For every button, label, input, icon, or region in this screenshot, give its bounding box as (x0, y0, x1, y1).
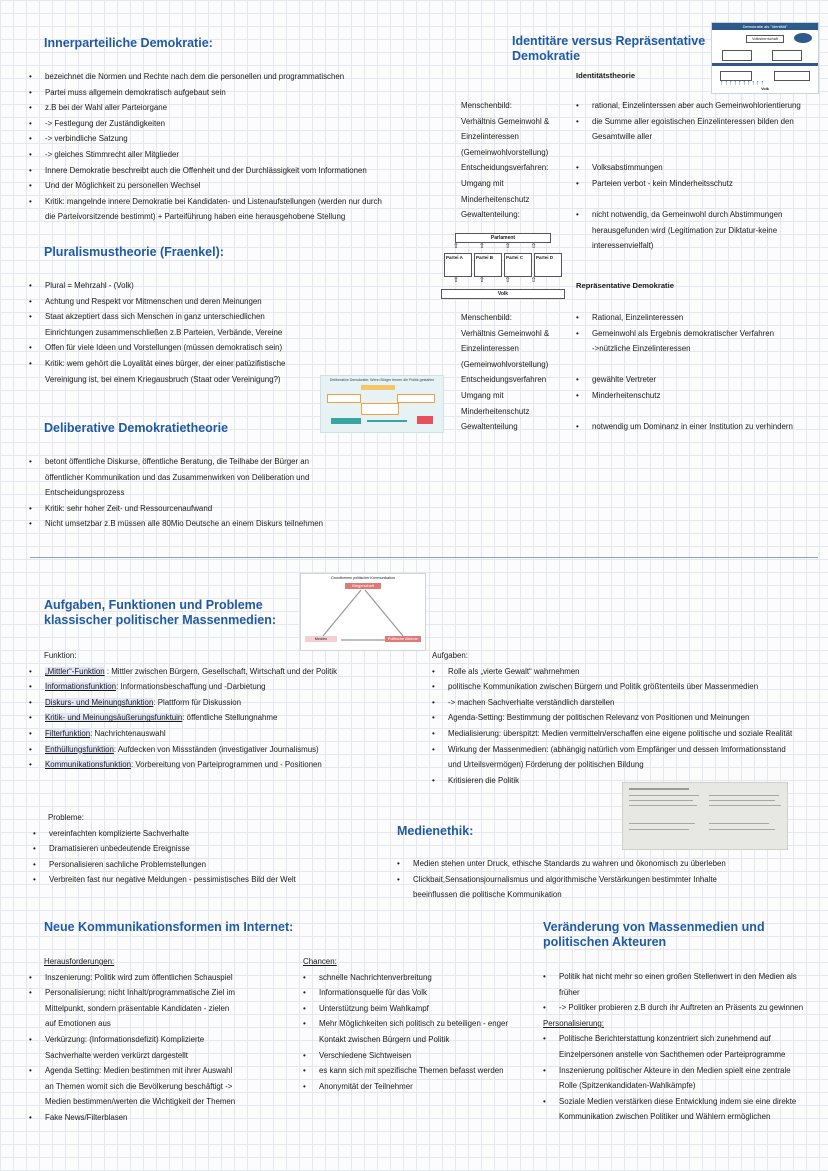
list-item: • Wirkung der Massenmedien: (abhängig natürlich vom Empfänger und dessen Imformationsstand (432, 742, 828, 758)
notes-line (709, 805, 781, 806)
list-item: • Und der Möglichkeit zu personellen Wechsel (29, 178, 444, 194)
row-label: Einzelinteressen (461, 344, 519, 354)
massenmedien-title (44, 598, 304, 628)
list-item-continuation: Gesamtwille aller (592, 132, 653, 142)
term: „Mittler“-Funktion (45, 666, 105, 676)
row-label: Entscheidungsverfahren: (461, 163, 549, 173)
list-item-continuation: Kommunikation zwischen Politiker und Wählern ermöglichen (559, 1112, 771, 1122)
row-label: Menschenbild: (461, 313, 512, 322)
list-item: • Unterstützung beim Wahlkampf (303, 1001, 543, 1017)
figure-box: Volksherrschaft (746, 35, 784, 43)
notes-line (709, 800, 775, 801)
term-text: : Nachrichtenauswahl (90, 728, 166, 738)
list-item: • Kritik: wem gehört die Loyalität eines bürger, der einer patüzifistische (29, 356, 444, 372)
list-item (29, 695, 434, 711)
row-label: Verhältnis Gemeinwohl & (461, 116, 550, 126)
values-list (576, 98, 821, 145)
title-line: Aufgaben, Funktionen und Probleme (44, 598, 263, 612)
notes-line (709, 795, 779, 796)
list-item: • politische Kommunikation zwischen Bürgern und Politik größtenteils über Massenmedien (432, 679, 828, 695)
list-item: • -> verbindliche Satzung (29, 131, 444, 147)
list-item-continuation: Entscheidungsprozess (45, 488, 125, 498)
funktionen-list (29, 664, 434, 773)
list-item: • Soziale Medien verstärken diese Entwicklung indem sie eine direkte (543, 1094, 828, 1110)
list-item: • Partei muss allgemein demokratisch aufgebaut sein (29, 85, 444, 101)
row-label: Gewaltenteilung (461, 422, 518, 432)
notes-line (709, 823, 769, 824)
herausforderungen-label: Herausforderungen: (44, 957, 115, 966)
figure-title: Grundformen politischer Kommunikation (330, 576, 396, 580)
section-innerpartei (44, 36, 444, 225)
pluralismus-list (29, 278, 444, 387)
list-item: • die Summe aller egoistischen Einzelinteressen bilden den (576, 114, 821, 130)
list-item: • Parteien verbot - kein Minderheitsschutz (576, 176, 821, 192)
section-internet (44, 920, 344, 935)
medienethik-list (397, 856, 817, 903)
list-item (29, 757, 434, 773)
values-list (576, 310, 821, 357)
list-item: • vereinfachten komplizierte Sachverhalte (33, 826, 408, 842)
list-item: • Achtung und Respekt vor Mitmenschen und deren Meinungen (29, 294, 444, 310)
row-label: (Gemeinwohlvorstellung) (461, 147, 549, 157)
list-item: • Verbreiten fast nur negative Meldungen - pessimistisches Bild der Welt (33, 872, 408, 888)
list-item: • Gemeinwohl als Ergebnis demokratischer Verfahren (576, 326, 821, 342)
row-label: Einzelinteressen (461, 132, 519, 142)
list-item: • Informationsquelle für das Volk (303, 985, 543, 1001)
identitaet-figure (711, 22, 819, 94)
term: Diskurs- und Meinungsfunktion (45, 697, 154, 707)
list-item (29, 710, 434, 726)
list-item: • z.B bei der Wahl aller Parteiorgane (29, 100, 444, 116)
repraesentativ-subtitle: Repräsentative Demokratie (576, 281, 674, 290)
row-label: (Gemeinwohlvorstellung) (461, 359, 549, 369)
list-item: • Politische Berichterstattung konzentriert sich zunehmend auf (543, 1031, 828, 1047)
partei-box: Partei A (444, 253, 472, 277)
deliberativ-title: Deliberative Demokratietheorie (44, 421, 229, 435)
section-medienethik (397, 824, 597, 839)
list-item: • Verkürzung: (Informationsdefizit) Komplizierte (29, 1032, 304, 1048)
funktion-label: Funktion: (44, 651, 77, 660)
notes-line (629, 788, 689, 790)
section-pluralismus (44, 245, 444, 387)
title-line: Veränderung von Massenmedien und (543, 920, 765, 934)
values-list (576, 419, 821, 435)
list-item-continuation: an Themen womit sich die Bevölkerung beschäftigt -> (45, 1081, 233, 1091)
term-text: : Mittler zwischen Bürgern, Gesellschaft, Wirtschaft und der Politik (104, 666, 338, 676)
list-item: • Agenda-Setting: Bestimmung der politischen Relevanz von Positionen und Meinungen (432, 710, 828, 726)
list-item-text: die Parteivorsitzende bestimmt) + Parteiführung haben eine herausgehobene Stellung (45, 212, 346, 222)
list-item-continuation: und Urteilsvermögen) Förderung der politischen Bildung (448, 760, 644, 770)
list-item-continuation: Rolle (Spitzenkandidaten-Wahlkämpfe) (559, 1081, 696, 1091)
list-item-continuation: Einzelpersonen anstelle von Sachthemen oder Parteiprogramme (559, 1049, 786, 1059)
row-label: Menschenbild: (461, 101, 512, 110)
term: Filterfunktion (45, 728, 91, 738)
partei-box: Partei C (504, 253, 532, 277)
identitaet-values-a (576, 98, 821, 254)
list-item-continuation: interessenvielfalt) (592, 241, 654, 251)
list-item-continuation: früher (559, 987, 580, 997)
list-item: • Plural = Mehrzahl - (Volk) (29, 278, 444, 294)
title-line: Identitäre versus Repräsentative (512, 34, 706, 48)
list-item (29, 664, 434, 680)
list-item: • betont öffentliche Diskurse, öffentliche Beratung, die Teilhabe der Bürger an (29, 454, 424, 470)
row-label: Verhältnis Gemeinwohl & (461, 328, 550, 338)
list-item: • Kritisieren die Politik (432, 773, 828, 789)
pluralismus-title: Pluralismustheorie (Fraenkel): (44, 245, 224, 259)
list-item: • nicht notwendig, da Gemeinwohl durch Abstimmungen (576, 207, 821, 223)
veraenderung-list (543, 1031, 828, 1125)
list-item: • rational, Einzelinterssen aber auch Gemeinwohlorientierung (576, 98, 821, 114)
list-item-continuation (29, 209, 444, 225)
list-item: • Kritik: mangelnde innere Demokratie bei Kandidaten- und Listenaufstellungen (werden nur durch (29, 194, 444, 210)
list-item: • Mehr Möglichkeiten sich politisch zu beteiligen - enger (303, 1016, 543, 1032)
row-label: Minderheitenschutz (461, 194, 530, 204)
medienethik-block (397, 856, 817, 903)
list-item: • Inszenierung politischer Akteure in den Medien spielt eine zentrale (543, 1063, 828, 1079)
title-line: Demokratie (512, 49, 581, 63)
notes-photo (622, 782, 788, 850)
identitaet-title (512, 34, 712, 64)
term-text: : Vorbereitung von Parteiprogrammen und - Positionen (130, 760, 322, 770)
term-text: : Informationsbeschaffung und -Darbietung (116, 682, 266, 692)
list-item: • Verschiedene Sichtweisen (303, 1048, 543, 1064)
innerpartei-list (29, 69, 444, 225)
personalisierung-label: Personalisierung: (543, 1018, 604, 1028)
list-item: • -> Politiker probieren z.B durch ihr Auftreten an Präsents zu gewinnen (543, 1000, 828, 1016)
list-item (29, 679, 434, 695)
figure-box (772, 50, 802, 61)
list-item: • Kritik: sehr hoher Zeit- und Ressourcenaufwand (29, 501, 424, 517)
title-line: klassischer politischer Massenmedien: (44, 613, 277, 627)
notes-line (629, 829, 689, 830)
values-list (576, 207, 821, 254)
list-item: • -> machen Sachverhalte verständlich darstellen (432, 695, 828, 711)
arrow-up-icon: ⇧⇧⇧⇧ (453, 277, 557, 284)
partei-box: Partei D (534, 253, 562, 277)
list-item: • Staat akzeptiert dass sich Menschen in ganz unterschiedlichen (29, 309, 444, 325)
figure-box (327, 394, 361, 403)
probleme-label: Probleme: (48, 813, 84, 822)
list-item: • es kann sich mit spezifische Themen befasst werden (303, 1063, 543, 1079)
herausforderungen-list (29, 970, 304, 1126)
section-deliberativ (44, 421, 424, 532)
chancen-list (303, 970, 543, 1095)
section-divider (30, 557, 818, 558)
list-item: • gewählte Vertreter (576, 372, 821, 388)
term-text: : öffentliche Stellungnahme (182, 713, 278, 723)
aufgaben-label: Aufgaben: (432, 651, 468, 660)
aufgaben-list (432, 664, 828, 789)
list-item: • Nicht umsetzbar z.B müssen alle 80Mio Deutsche an einem Diskurs teilnehmen (29, 516, 424, 532)
row-label: Umgang mit (461, 178, 504, 188)
figure-line (323, 590, 361, 636)
list-item: • Personalisieren sachliche Problemstellungen (33, 857, 408, 873)
list-item: • Rolle als „vierte Gewalt“ wahrnehmen (432, 664, 828, 680)
figure-box (361, 403, 399, 415)
figure-box (722, 50, 752, 61)
row-label: Umgang mit (461, 390, 504, 400)
internet-title: Neue Kommunikationsformen im Internet: (44, 920, 294, 934)
list-item: • notwendig um Dominanz in einer Institution zu verhindern (576, 419, 821, 435)
list-item-continuation: herausgefunden wird (Legitimation zur Diktatur-keine (592, 225, 778, 235)
deliberative-figure-title: Deliberative Demokratie: Wenn Bürger lernen die Politik gestalten (329, 378, 435, 382)
list-item: • Medien stehen unter Druck, ethische Standards zu wahren und ökonomisch zu überleben (397, 856, 817, 872)
veraenderung-title (543, 920, 803, 950)
term-text: : Aufdecken von Missständen (investigativer Journalismus) (113, 744, 319, 754)
list-item: • Dramatisieren unbedeutende Ereignisse (33, 841, 408, 857)
list-item-continuation: Medien bestimmen/werten die Wichtigkeit der Themen (45, 1097, 236, 1107)
parlament-box: Parlament (455, 233, 551, 243)
row-label: Gewaltenteilung: (461, 210, 520, 220)
identitaet-values-b (576, 310, 821, 435)
identitaet-subtitle: Identitätstheorie (576, 71, 636, 80)
massenmedien-figure (300, 573, 426, 651)
veraenderung-block (543, 969, 828, 1125)
list-item-continuation: ->nützliche Einzelinteressen (592, 344, 691, 354)
innerpartei-title: Innerparteiliche Demokratie: (44, 36, 213, 50)
section-massenmedien (44, 598, 304, 628)
list-item-continuation: Einrichtungen zusammenschließen z.B Parteien, Verbände, Vereine (45, 327, 283, 337)
term: Kommunikationsfunktion (45, 760, 131, 770)
notes-line (629, 805, 697, 806)
list-item: • Personalisierung: nicht Inhalt/programmatische Ziel im (29, 985, 304, 1001)
list-item: • Clickbait,Sensationsjournalismus und algorithmische Verstärkungen bestimmter Inhalte (397, 872, 817, 888)
people-icon: ↑↑↑↑↑↑↑↑↑↑ (720, 80, 765, 87)
figure-line (365, 590, 403, 636)
list-item: • Politik hat nicht mehr so einen großen Stellenwert in den Medien als (543, 969, 828, 985)
identitaet-labels-b (461, 310, 571, 435)
herausforderungen-block (44, 954, 304, 1126)
list-item: • Innere Demokratie beschreibt auch die Offenheit und der Durchlässigkeit vom Informationen (29, 163, 444, 179)
list-item: • Volksabstimmungen (576, 160, 821, 176)
list-item-continuation: Mittelpunkt, sondern präsentable Kandidaten - zielen (45, 1003, 230, 1013)
figure-title: Demokratie als "Identität" (712, 23, 818, 30)
probleme-block (48, 810, 408, 888)
arrow-up-icon: ⇧⇧⇧⇧ (453, 243, 557, 250)
row-label: Minderheitenschutz (461, 406, 530, 416)
section-veraenderung (543, 920, 803, 950)
figure-box: Politische Akteure (385, 636, 421, 642)
probleme-list (33, 826, 408, 888)
list-item-continuation: Sachverhalte werden verkürzt dargestellt (45, 1050, 188, 1060)
term: Enthüllungsfunktion (45, 744, 114, 754)
list-item (29, 742, 434, 758)
figure-bar (712, 63, 818, 66)
list-item: • Rational, Einzelinteressen (576, 310, 821, 326)
aufgaben-block (432, 648, 828, 788)
figure-box (361, 385, 395, 390)
list-item: • Offen für viele Ideen und Vorstellungen (müssen demokratisch sein) (29, 340, 444, 356)
list-item: • -> Festlegung der Zuständigkeiten (29, 116, 444, 132)
list-item: • Minderheitenschutz (576, 388, 821, 404)
values-list (576, 372, 821, 403)
section-identitaet-header (512, 34, 712, 64)
veraenderung-list (543, 969, 828, 1016)
figure-box (397, 394, 435, 403)
figure-box: Bürgerschaft (345, 583, 381, 589)
figure-box (774, 71, 810, 81)
notes-line (629, 800, 693, 801)
list-item: • bezeichnet die Normen und Rechte nach dem die personellen und programmatischen (29, 69, 444, 85)
list-item: • -> gleiches Stimmrecht aller Mitglieder (29, 147, 444, 163)
term: Informationsfunktion (45, 682, 117, 692)
notes-line (709, 829, 775, 830)
list-item: • Fake News/Filterblasen (29, 1110, 304, 1126)
chancen-block (303, 954, 543, 1094)
term: Kritik- und Meinungsäußerungsfunktuin (45, 713, 183, 723)
title-line: politischen Akteuren (543, 935, 667, 949)
parlament-diagram (441, 233, 565, 300)
figure-label: Volk (761, 87, 769, 91)
chancen-label: Chancen: (303, 957, 337, 966)
notes-line (629, 823, 695, 824)
term-text: : Plattform für Diskussion (153, 697, 242, 707)
list-item: • Medialisierung: überspitzt: Medien vermitteln/erschaffen eine eigene politische und soziale Realität (432, 726, 828, 742)
volk-box: Volk (441, 289, 565, 299)
list-item-continuation: öffentlicher Kommunikation und das Zusammenwirken von Deliberation und (45, 472, 310, 482)
values-list (576, 160, 821, 191)
funktionen-block (44, 648, 434, 773)
list-item: • Inszenierung: Politik wird zum öffentlichen Schauspiel (29, 970, 304, 986)
figure-box: Medien (305, 636, 337, 642)
list-item-continuation: beeinflussen die politische Kommunikation (413, 890, 562, 900)
medienethik-title: Medienethik: (397, 824, 474, 838)
list-item (29, 726, 434, 742)
identitaet-labels-a (461, 98, 571, 223)
list-item: • Anonymität der Teilnehmer (303, 1079, 543, 1095)
notes-line (629, 795, 699, 796)
list-item-continuation: auf Emotionen aus (45, 1019, 111, 1029)
list-item: • schnelle Nachrichtenverbreitung (303, 970, 543, 986)
figure-bubble (794, 33, 812, 43)
list-item-continuation: Vereinigung ist, bei einem Kriegausbruch (Staat oder Vereinigung?) (45, 374, 281, 384)
partei-box: Partei B (474, 253, 502, 277)
list-item: • Agenda Setting: Medien bestimmen mit ihrer Auswahl (29, 1063, 304, 1079)
deliberativ-list (29, 454, 424, 532)
row-label: Entscheidungsverfahren (461, 375, 547, 385)
list-item-continuation: Kontakt zwischen Bürgern und Politik (319, 1034, 450, 1044)
